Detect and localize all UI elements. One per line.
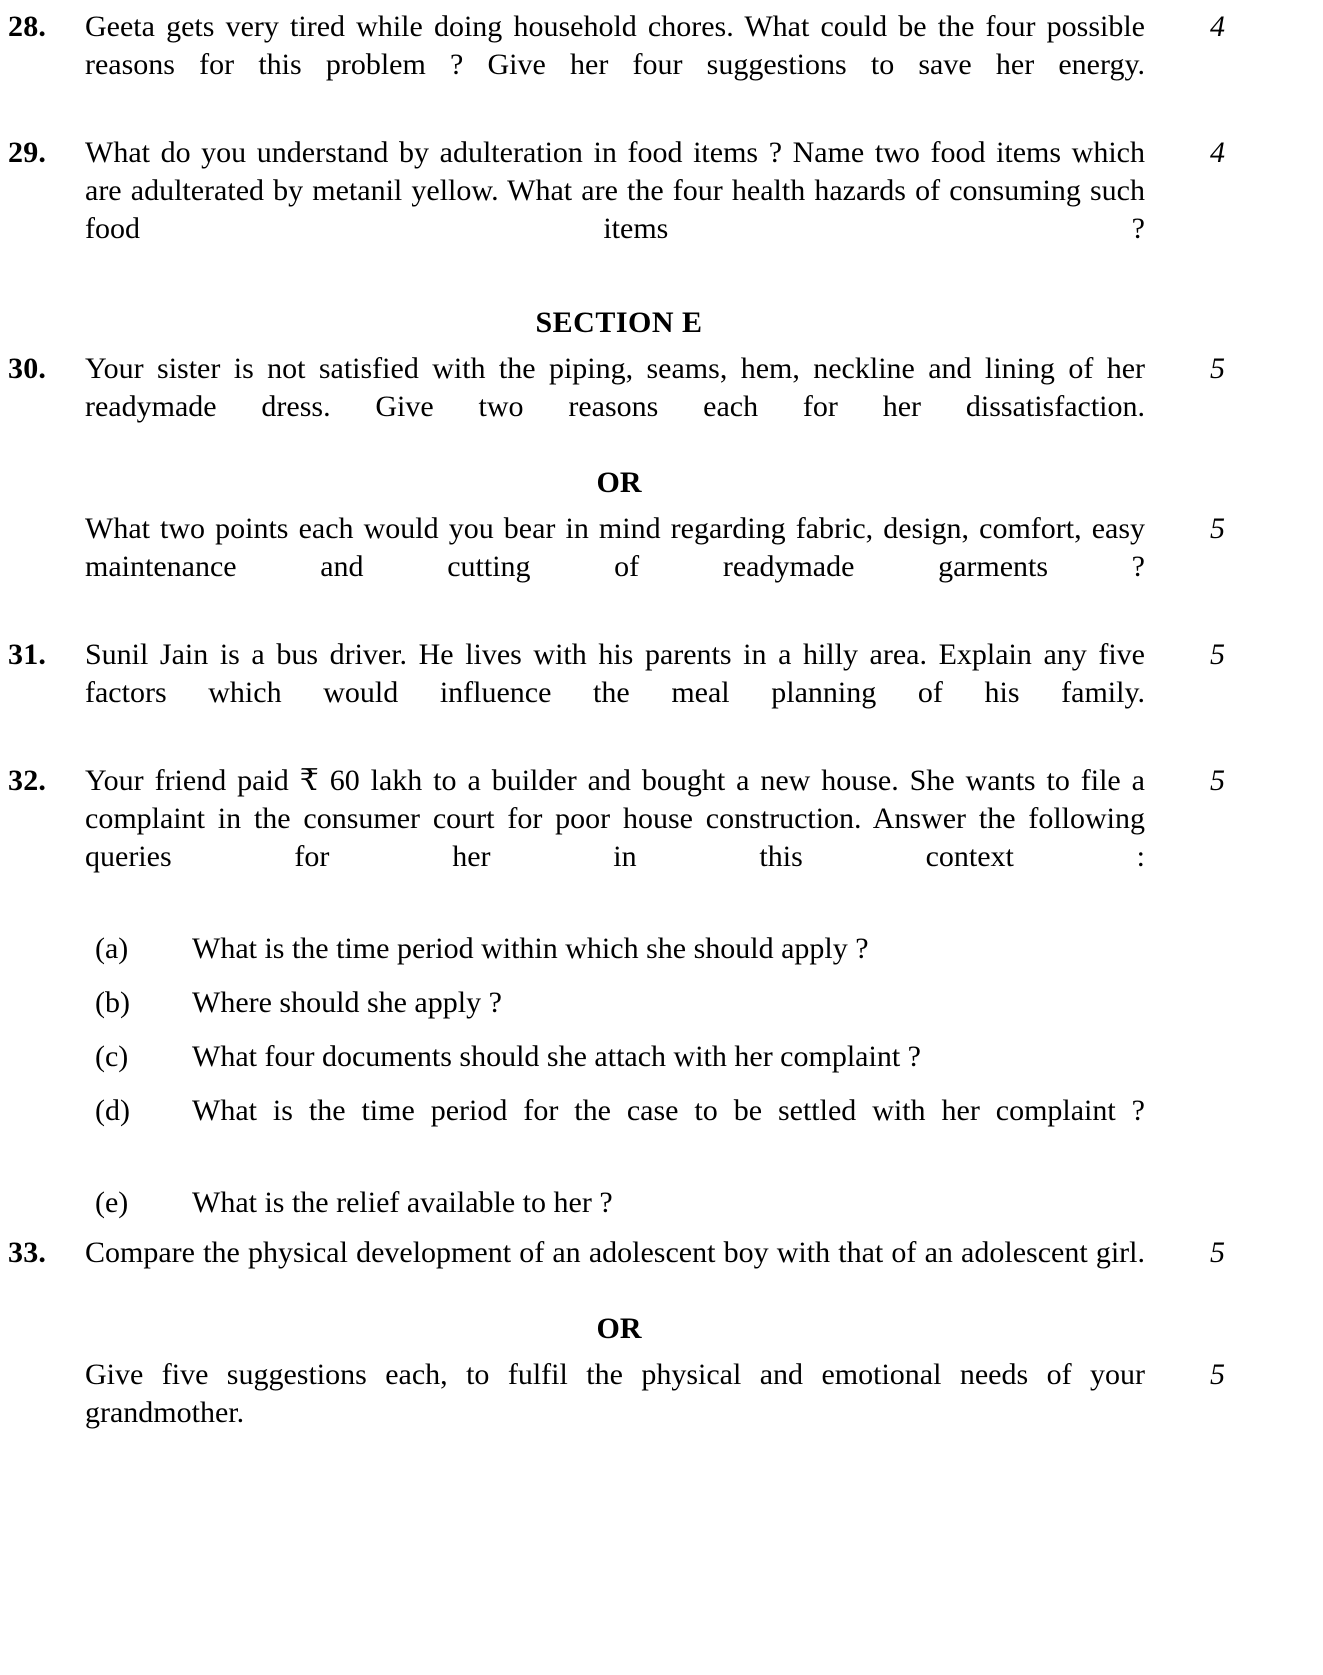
question-32 [0,762,1323,914]
spacer-after-subitems [0,1222,1323,1234]
question-31-number: 31. [8,638,47,671]
question-32-subitem-c [85,1038,1153,1076]
subitem-a-text: What is the time period within which she should apply ? [192,932,869,965]
question-32-text: Your friend paid ₹ 60 lakh to a builder and bought a new house. She wants to file a complaint in the consumer court for poor house construction. Answer the following queries for her in this context : [85,764,1145,873]
question-32-number: 32. [8,764,47,797]
question-30-alternative [0,510,1323,624]
question-28-number: 28. [8,10,47,43]
question-33-text: Compare the physical development of an adolescent boy with that of an adolescent girl. [85,1236,1145,1269]
question-31-marks: 5 [1210,638,1225,671]
section-heading-e: SECTION E [535,306,703,339]
question-30-alt-body [85,510,1153,624]
spacer-subitem-c [0,1076,1323,1092]
question-28-text: Geeta gets very tired while doing household chores. What could be the four possible reasons for this problem ? Give her four suggestions to save her energy. [85,10,1145,81]
subitem-b-text: Where should she apply ? [192,986,502,1019]
question-29 [0,134,1323,286]
subitem-c-label: (c) [95,1040,129,1073]
question-30-text: Your sister is not satisfied with the piping, seams, hem, neckline and lining of her readymade dress. Give two reasons each for her dissatisfaction. [85,352,1145,423]
spacer-after-q28 [0,122,1323,134]
question-29-body [85,134,1153,286]
spacer-after-section-e [0,342,1323,350]
spacer-before-subitems [0,914,1323,930]
question-32-subitem-a [85,930,1153,968]
question-28-marks: 4 [1210,10,1225,43]
question-31-body [85,636,1153,750]
subitem-d-label: (d) [95,1094,130,1127]
spacer-subitem-b [0,1022,1323,1038]
question-30-marks: 5 [1210,352,1225,385]
subitem-e-label: (e) [95,1186,129,1219]
question-30-alt-marks: 5 [1210,512,1225,545]
question-32-subitem-d [85,1092,1153,1168]
question-33-marks: 5 [1210,1236,1225,1269]
or-separator-after-q30: OR [596,466,642,499]
top-spacer [0,0,1323,8]
spacer-subitem-a [0,968,1323,984]
spacer-after-q31 [0,750,1323,762]
question-31-text: Sunil Jain is a bus driver. He lives with his parents in a hilly area. Explain any five factors which would influence the meal planning of his family. [85,638,1145,709]
subitem-a-label: (a) [95,932,129,965]
subitem-d-text: What is the time period for the case to be settled with her complaint ? [192,1094,1145,1127]
subitem-b-label: (b) [95,986,130,1019]
question-31 [0,636,1323,750]
question-33-alternative [0,1356,1323,1470]
question-32-marks: 5 [1210,764,1225,797]
spacer-subitem-d [0,1168,1323,1184]
question-33-alt-marks: 5 [1210,1358,1225,1391]
question-28-body [85,8,1153,122]
spacer-after-or-q33 [0,1348,1323,1356]
question-32-subitem-b [85,984,1153,1022]
spacer-before-section-e [0,286,1323,304]
question-33 [0,1234,1323,1310]
question-32-body [85,762,1153,914]
question-28 [0,8,1323,122]
question-29-marks: 4 [1210,136,1225,169]
subitem-e-text: What is the relief available to her ? [192,1186,613,1219]
spacer-after-q30-alt [0,624,1323,636]
question-30 [0,350,1323,464]
question-32-subitem-e [85,1184,1153,1222]
question-29-number: 29. [8,136,47,169]
question-30-alt-text: What two points each would you bear in mind regarding fabric, design, comfort, easy maintenance and cutting of readymade garments ? [85,512,1145,583]
question-29-text: What do you understand by adulteration in food items ? Name two food items which are adulterated by metanil yellow. What are the four health hazards of consuming such food items ? [85,136,1145,245]
subitem-c-text: What four documents should she attach with her complaint ? [192,1040,921,1073]
question-33-alt-body [85,1356,1153,1470]
question-30-number: 30. [8,352,47,385]
question-33-number: 33. [8,1236,47,1269]
question-33-alt-text: Give five suggestions each, to fulfil the physical and emotional needs of your grandmother. [85,1358,1145,1429]
or-separator-after-q33: OR [596,1312,642,1345]
question-33-body [85,1234,1153,1310]
spacer-after-or-q30 [0,502,1323,510]
question-30-body [85,350,1153,464]
